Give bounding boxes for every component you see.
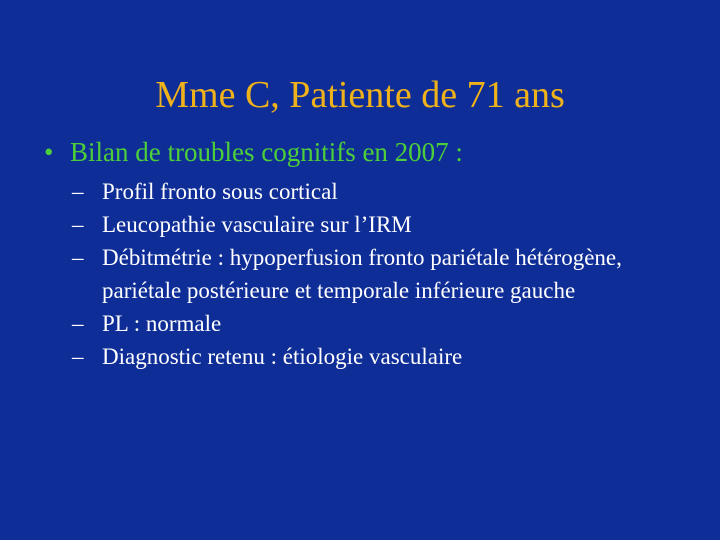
sub-bullet-item <box>72 340 692 373</box>
sub-bullet-text: Leucopathie vasculaire sur l’IRM <box>102 212 412 237</box>
sub-bullet-item <box>72 307 692 340</box>
sub-bullet-text: Diagnostic retenu : étiologie vasculaire <box>102 344 463 369</box>
sub-bullet-item <box>72 241 692 307</box>
sub-bullet-list <box>72 175 692 373</box>
slide-title: Mme C, Patiente de 71 ans <box>155 74 565 116</box>
sub-bullet-item <box>72 175 692 208</box>
main-bullet <box>44 134 463 170</box>
sub-bullet-text: Profil fronto sous cortical <box>102 179 338 204</box>
bullet-marker: • <box>44 137 54 167</box>
sub-bullet-text: Débitmétrie : hypoperfusion fronto pariétale hétérogène, pariétale postérieure et temporale inférieure gauche <box>102 245 622 303</box>
dash-marker: – <box>72 212 84 237</box>
sub-bullet-item <box>72 208 692 241</box>
dash-marker: – <box>72 179 84 204</box>
dash-marker: – <box>72 311 84 336</box>
dash-marker: – <box>72 344 84 369</box>
dash-marker: – <box>72 245 84 270</box>
sub-bullet-text: PL : normale <box>102 311 222 336</box>
main-bullet-text: Bilan de troubles cognitifs en 2007 : <box>70 137 463 167</box>
